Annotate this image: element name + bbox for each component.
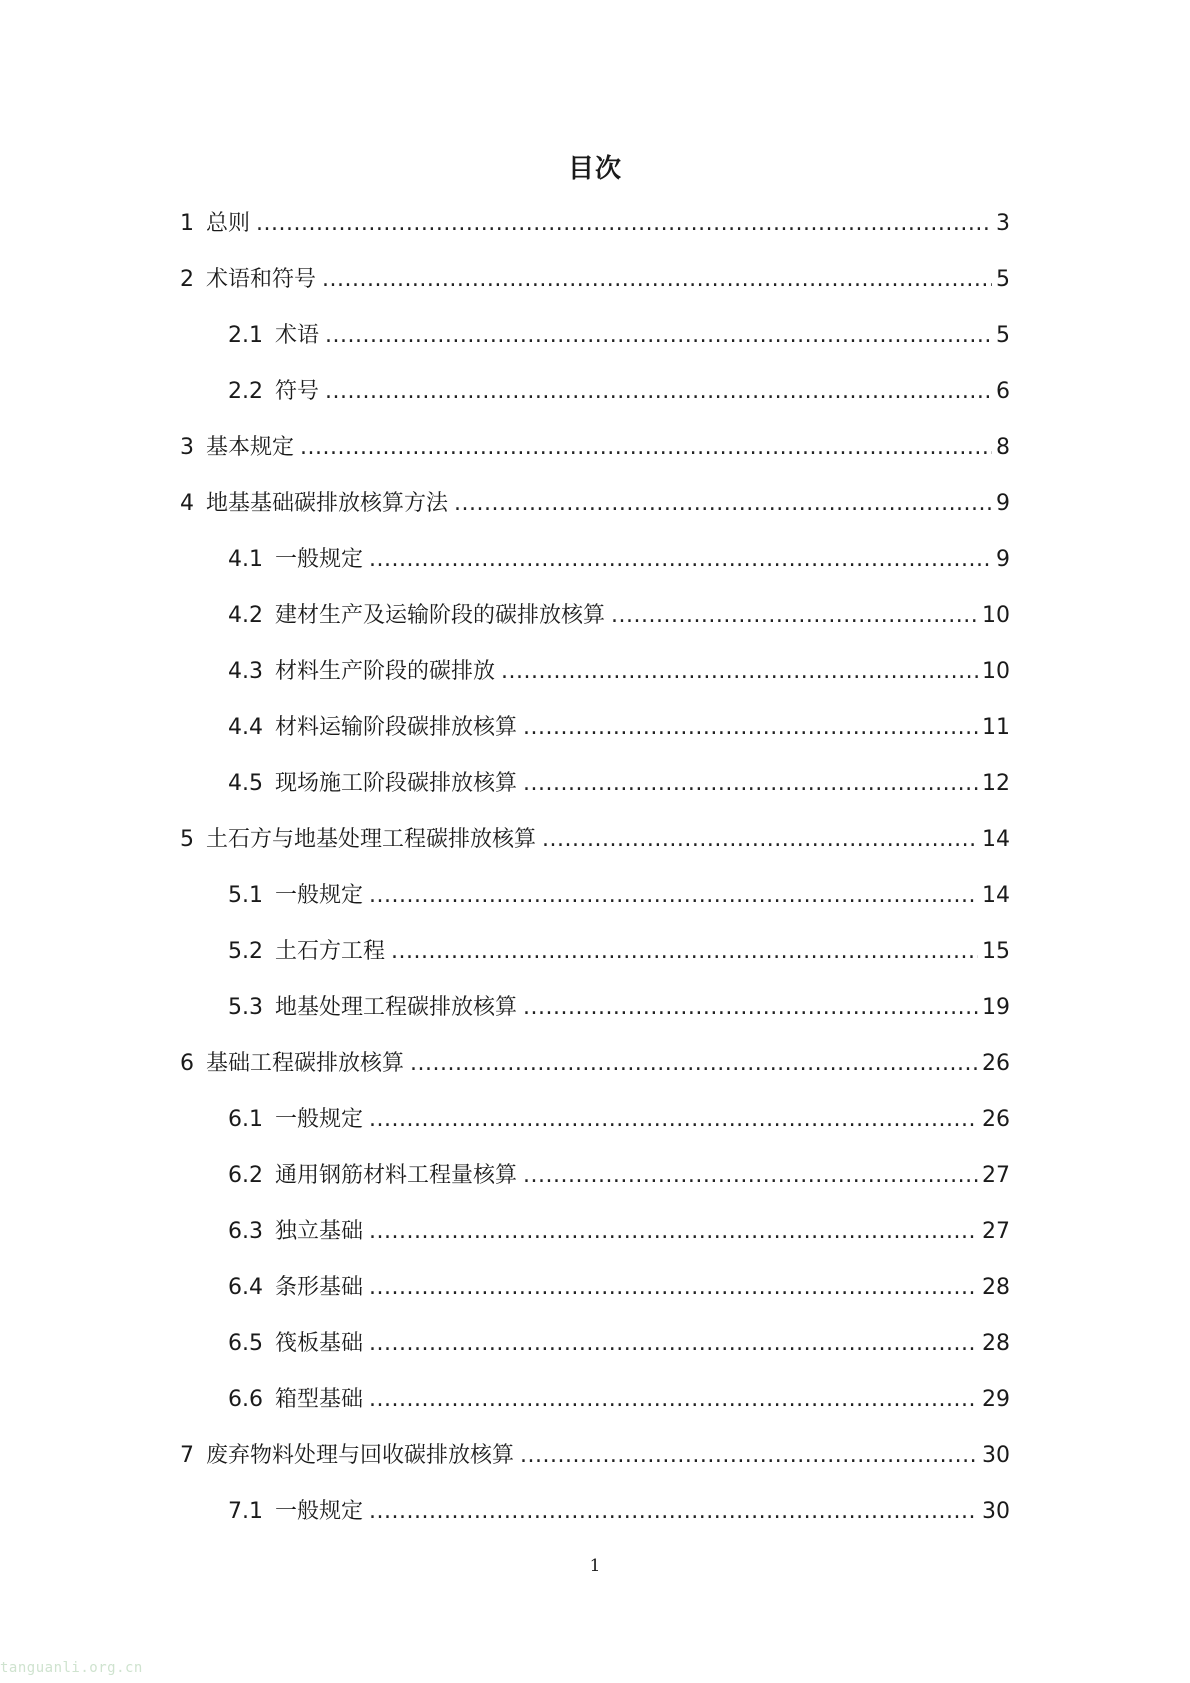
toc-entry-title: 一般规定 [275, 883, 364, 908]
toc-entry-number: 2.2 [228, 379, 263, 404]
toc-dot-leader [523, 1148, 978, 1204]
toc-dot-leader [523, 756, 978, 812]
toc-entry-title: 地基处理工程碳排放核算 [275, 995, 518, 1020]
toc-dot-leader [369, 532, 992, 588]
toc-entry-page: 27 [982, 1163, 1010, 1188]
toc-dot-leader [520, 1428, 978, 1484]
watermark: tanguanli.org.cn [0, 1660, 143, 1676]
toc-entry-title: 筏板基础 [275, 1331, 364, 1356]
toc-entry[interactable] [180, 644, 1010, 700]
toc-entry-page: 8 [996, 435, 1010, 460]
toc-entry[interactable] [180, 1036, 1010, 1092]
toc-entry-title: 废弃物料处理与回收碳排放核算 [206, 1443, 515, 1468]
toc-entry-number: 1 [180, 211, 194, 236]
toc-dot-leader [256, 196, 992, 252]
toc-dot-leader [454, 476, 992, 532]
toc-dot-leader [369, 868, 978, 924]
toc-entry-title: 独立基础 [275, 1219, 364, 1244]
toc-entry-page: 10 [982, 603, 1010, 628]
toc-entry-number: 5.1 [228, 883, 263, 908]
toc-entry[interactable] [180, 1484, 1010, 1540]
toc-entry-page: 30 [982, 1499, 1010, 1524]
toc-entry[interactable] [180, 980, 1010, 1036]
toc-dot-leader [369, 1372, 978, 1428]
toc-entry-page: 14 [982, 827, 1010, 852]
page-number: 1 [589, 1556, 601, 1576]
toc-entry[interactable] [180, 868, 1010, 924]
toc-entry-number: 7 [180, 1443, 194, 1468]
toc-entry-page: 28 [982, 1275, 1010, 1300]
toc-entry-title: 土石方与地基处理工程碳排放核算 [206, 827, 537, 852]
toc-entry[interactable] [180, 308, 1010, 364]
toc-entry[interactable] [180, 364, 1010, 420]
toc-entry-page: 5 [996, 267, 1010, 292]
toc-entry-title: 建材生产及运输阶段的碳排放核算 [275, 603, 606, 628]
toc-entry[interactable] [180, 1148, 1010, 1204]
toc-entry-number: 6 [180, 1051, 194, 1076]
toc-entry-page: 9 [996, 491, 1010, 516]
toc-dot-leader [611, 588, 978, 644]
toc-dot-leader [369, 1316, 978, 1372]
toc-entry-page: 19 [982, 995, 1010, 1020]
toc-entry[interactable] [180, 476, 1010, 532]
toc-entry[interactable] [180, 588, 1010, 644]
toc-dot-leader [369, 1484, 978, 1540]
toc-entry-number: 6.3 [228, 1219, 263, 1244]
toc-entry[interactable] [180, 1092, 1010, 1148]
toc-entry-title: 箱型基础 [275, 1387, 364, 1412]
toc-entry-title: 土石方工程 [275, 939, 386, 964]
toc-dot-leader [325, 308, 992, 364]
toc-entry[interactable] [180, 700, 1010, 756]
toc-entry-title: 地基基础碳排放核算方法 [206, 491, 449, 516]
page-title: 目次 [567, 154, 622, 184]
toc-entry-page: 6 [996, 379, 1010, 404]
toc-entry-title: 总则 [206, 211, 251, 236]
toc-entry[interactable] [180, 1316, 1010, 1372]
toc-entry-number: 5.2 [228, 939, 263, 964]
toc-entry-number: 6.5 [228, 1331, 263, 1356]
toc-entry-page: 5 [996, 323, 1010, 348]
toc-entry-number: 2.1 [228, 323, 263, 348]
toc-entry[interactable] [180, 812, 1010, 868]
toc-dot-leader [523, 700, 978, 756]
toc-entry-number: 7.1 [228, 1499, 263, 1524]
toc-entry[interactable] [180, 196, 1010, 252]
toc-entry-title: 基础工程碳排放核算 [206, 1051, 405, 1076]
toc-entry-title: 一般规定 [275, 547, 364, 572]
toc-entry[interactable] [180, 1260, 1010, 1316]
toc-entry-page: 14 [982, 883, 1010, 908]
table-of-contents [180, 196, 1010, 1540]
toc-entry-title: 现场施工阶段碳排放核算 [275, 771, 518, 796]
toc-entry-page: 29 [982, 1387, 1010, 1412]
toc-entry[interactable] [180, 1372, 1010, 1428]
toc-entry-page: 26 [982, 1051, 1010, 1076]
toc-dot-leader [501, 644, 978, 700]
toc-entry-number: 4.5 [228, 771, 263, 796]
toc-entry-page: 15 [982, 939, 1010, 964]
toc-dot-leader [369, 1260, 978, 1316]
toc-entry-page: 10 [982, 659, 1010, 684]
toc-entry-title: 一般规定 [275, 1499, 364, 1524]
toc-entry[interactable] [180, 756, 1010, 812]
toc-entry-title: 材料运输阶段碳排放核算 [275, 715, 518, 740]
toc-dot-leader [369, 1204, 978, 1260]
toc-entry-title: 材料生产阶段的碳排放 [275, 659, 496, 684]
toc-entry-number: 6.4 [228, 1275, 263, 1300]
toc-entry-number: 6.2 [228, 1163, 263, 1188]
toc-entry-number: 4.4 [228, 715, 263, 740]
toc-dot-leader [300, 420, 992, 476]
toc-entry-page: 26 [982, 1107, 1010, 1132]
toc-dot-leader [322, 252, 992, 308]
toc-entry[interactable] [180, 924, 1010, 980]
toc-entry-number: 2 [180, 267, 194, 292]
toc-entry-title: 条形基础 [275, 1275, 364, 1300]
toc-entry-number: 5.3 [228, 995, 263, 1020]
toc-entry-number: 4.2 [228, 603, 263, 628]
toc-entry-number: 4.1 [228, 547, 263, 572]
toc-entry[interactable] [180, 532, 1010, 588]
toc-entry-title: 符号 [275, 379, 320, 404]
toc-dot-leader [542, 812, 978, 868]
toc-entry-page: 9 [996, 547, 1010, 572]
toc-entry-page: 28 [982, 1331, 1010, 1356]
toc-entry-title: 术语 [275, 323, 320, 348]
toc-entry[interactable] [180, 420, 1010, 476]
toc-entry-page: 3 [996, 211, 1010, 236]
toc-entry-page: 30 [982, 1443, 1010, 1468]
toc-entry-number: 4 [180, 491, 194, 516]
toc-entry-page: 27 [982, 1219, 1010, 1244]
toc-dot-leader [410, 1036, 978, 1092]
toc-entry-title: 通用钢筋材料工程量核算 [275, 1163, 518, 1188]
toc-dot-leader [325, 364, 992, 420]
toc-entry-number: 6.6 [228, 1387, 263, 1412]
toc-dot-leader [369, 1092, 978, 1148]
toc-entry-number: 4.3 [228, 659, 263, 684]
toc-entry[interactable] [180, 1428, 1010, 1484]
toc-entry-number: 6.1 [228, 1107, 263, 1132]
toc-entry-number: 5 [180, 827, 194, 852]
toc-entry-title: 一般规定 [275, 1107, 364, 1132]
toc-entry-page: 12 [982, 771, 1010, 796]
toc-entry-title: 基本规定 [206, 435, 295, 460]
toc-entry-title: 术语和符号 [206, 267, 317, 292]
toc-entry[interactable] [180, 1204, 1010, 1260]
toc-dot-leader [523, 980, 978, 1036]
toc-dot-leader [391, 924, 978, 980]
toc-entry-number: 3 [180, 435, 194, 460]
toc-entry-page: 11 [982, 715, 1010, 740]
toc-entry[interactable] [180, 252, 1010, 308]
